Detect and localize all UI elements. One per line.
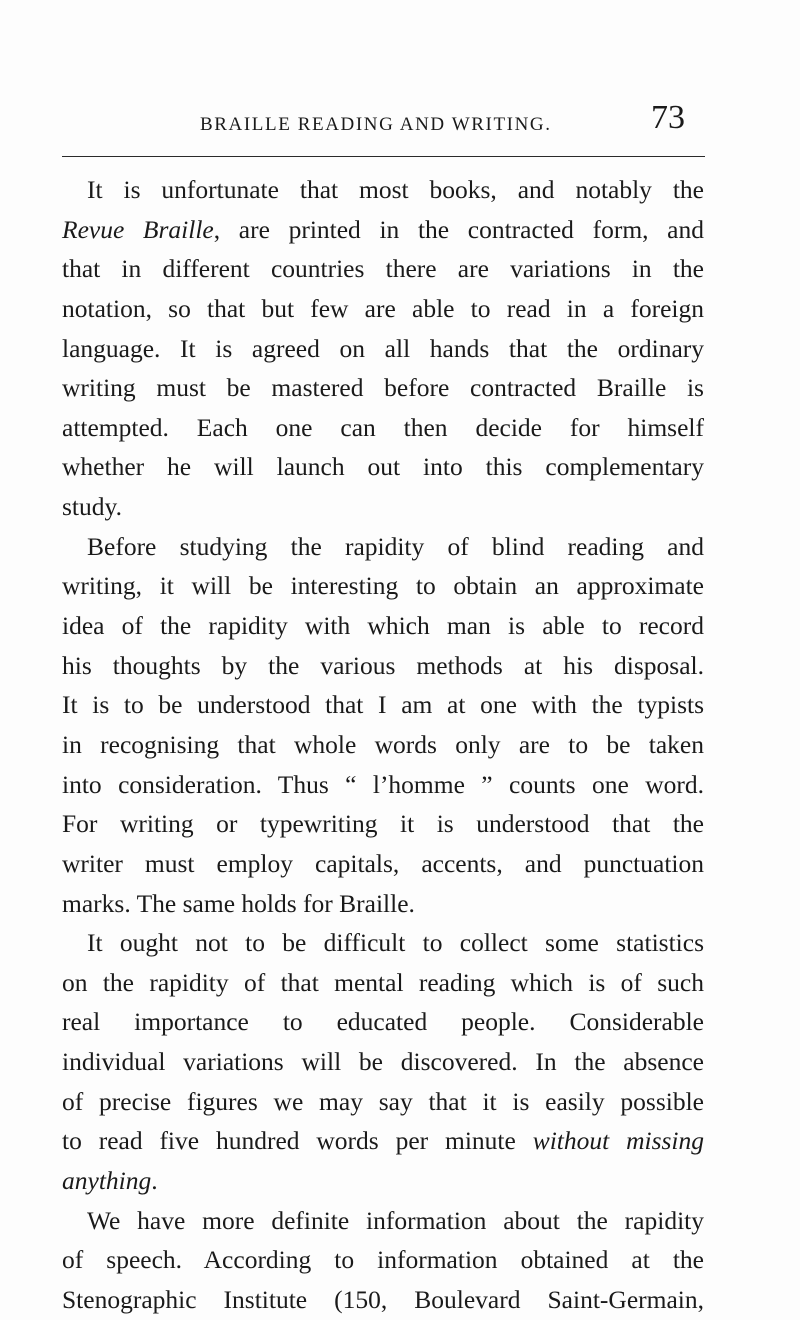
text-segment: writer must employ capitals, accents, and punctuation [62,848,704,878]
text-line [62,1280,704,1320]
text-segment: of precise figures we may say that it is easily possible [62,1086,704,1116]
text-segment: in recognising that whole words only are to be taken [62,729,704,759]
text-segment: individual variations will be discovered. In the absence [62,1047,704,1077]
text-line [62,725,704,765]
text-segment: writing, it will be interesting to obtain an approximate [62,571,704,601]
text-segment: It is to be understood that I am at one with the typists [62,690,704,720]
body-text [62,170,704,1320]
text-segment: study. [62,492,122,522]
page-number: 73 [651,99,685,136]
text-segment: Before studying the rapidity of blind reading and [87,531,704,561]
text-line [62,646,704,686]
text-line [62,368,704,408]
text-segment: . [151,1166,158,1196]
text-segment: Stenographic Institute (150, Boulevard Saint-Germain, [62,1284,704,1314]
italic-text: without missing [532,1126,704,1156]
text-segment: marks. The same holds for Braille. [62,888,415,918]
text-line [62,963,704,1003]
text-line [62,170,704,210]
text-segment: real importance to educated people. Considerable [62,1007,704,1037]
text-segment: writing must be mastered before contracted Braille is [62,373,704,403]
text-segment: to read five hundred words per minute [62,1126,533,1156]
text-line [62,249,704,289]
text-segment: that in different countries there are variations in the [62,254,704,284]
text-line [62,765,704,805]
text-segment: , are printed in the contracted form, and [213,214,704,244]
text-segment: It ought not to be difficult to collect some statistics [87,928,704,958]
text-segment: idea of the rapidity with which man is able to record [62,611,704,641]
text-line [62,804,704,844]
text-line [62,1121,704,1161]
text-line [62,1002,704,1042]
text-segment: whether he will launch out into this complementary [62,452,704,482]
text-line [62,329,704,369]
text-line [62,685,704,725]
text-segment: notation, so that but few are able to read in a foreign [62,293,704,323]
text-segment: We have more definite information about the rapidity [87,1205,704,1235]
text-segment: attempted. Each one can then decide for himself [62,412,704,442]
italic-text: anything [62,1166,152,1196]
text-segment: into consideration. Thus “ l’homme ” counts one word. [62,769,704,799]
text-segment: language. It is agreed on all hands that the ordinary [62,333,704,363]
header-rule [62,156,705,157]
text-line [62,1240,704,1280]
text-segment: It is unfortunate that most books, and notably the [87,175,704,204]
text-line [62,606,704,646]
text-line [62,884,704,924]
text-line [62,527,704,567]
running-head-title: BRAILLE READING AND WRITING. [200,114,552,135]
text-segment: of speech. According to information obtained at the [62,1245,704,1275]
text-line [62,447,704,487]
text-line [62,289,704,329]
text-segment: his thoughts by the various methods at his disposal. [62,650,704,680]
text-line [62,210,704,250]
text-line [62,1082,704,1122]
text-line [62,487,704,527]
text-line [62,1201,704,1241]
text-line [62,1042,704,1082]
text-line [62,923,704,963]
text-line [62,566,704,606]
text-line [62,844,704,884]
text-line [62,1161,704,1201]
text-line [62,408,704,448]
italic-text: Revue Braille [62,214,214,244]
text-segment: For writing or typewriting it is understood that the [62,809,704,839]
text-segment: on the rapidity of that mental reading which is of such [62,967,704,997]
